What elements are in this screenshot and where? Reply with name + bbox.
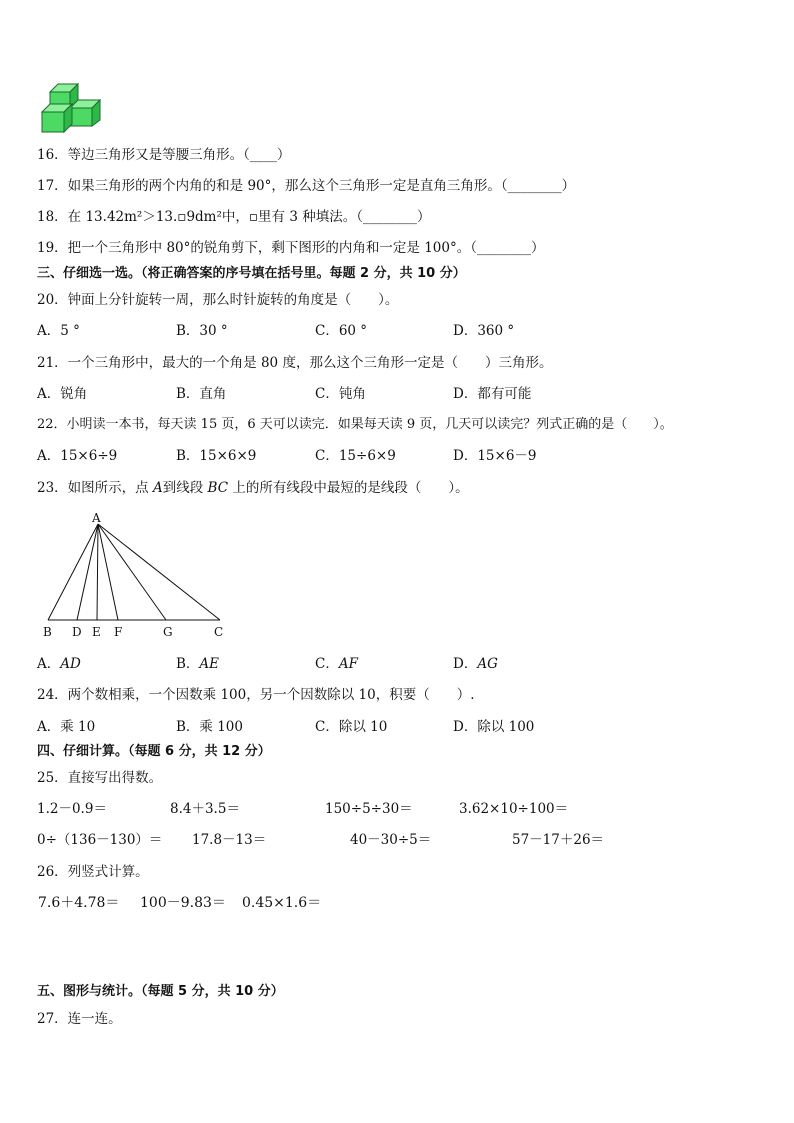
label-d: D — [72, 625, 82, 639]
q25-item-8: 57－17＋26＝ — [512, 832, 605, 848]
q25-item-3: 150÷5÷30＝ — [325, 801, 413, 817]
q25-item-6: 17.8－13＝ — [192, 832, 267, 848]
q24-option-c: C．除以 10 — [315, 719, 388, 735]
q24-option-b: B．乘 100 — [176, 719, 243, 735]
cube-stack-figure — [38, 80, 104, 136]
question-24-stem: 24．两个数相乘，一个因数乘 100，另一个因数除以 10，积要（ ）. — [37, 687, 475, 703]
q25-item-4: 3.62×10÷100＝ — [459, 801, 569, 817]
cube-front — [42, 104, 72, 132]
q20-option-c: C．60 ° — [315, 323, 368, 339]
q24-option-d: D．除以 100 — [453, 719, 535, 735]
section-4-heading: 四、仔细计算。（每题 6 分，共 12 分） — [37, 744, 271, 759]
q20-option-a: A．5 ° — [37, 323, 80, 339]
label-b: B — [43, 625, 52, 639]
label-e: E — [92, 625, 101, 639]
question-25-stem: 25．直接写出得数。 — [37, 770, 163, 786]
segment-label: BC — [207, 480, 229, 496]
label-f: F — [114, 625, 123, 639]
q26-item-3: 0.45×1.6＝ — [242, 895, 322, 911]
question-17: 17．如果三角形的两个内角的和是 90°，那么这个三角形一定是直角三角形。（________） — [37, 178, 576, 194]
q21-option-d: D．都有可能 — [453, 386, 532, 402]
q21-option-a: A．锐角 — [37, 386, 88, 402]
question-21-stem: 21．一个三角形中，最大的一个角是 80 度，那么这个三角形一定是（ ）三角形。 — [37, 355, 553, 371]
q23-option-d: D．AG — [453, 656, 498, 672]
question-22-stem: 22．小明读一本书，每天读 15 页，6 天可以读完．如果每天读 9 页，几天可以读完？列式正确的是（ ）。 — [37, 417, 673, 432]
q23-option-b: B．AE — [176, 656, 220, 672]
q22-option-a: A．15×6÷9 — [37, 448, 118, 464]
q26-item-2: 100－9.83＝ — [140, 895, 226, 911]
q24-option-a: A．乘 10 — [37, 719, 96, 735]
question-27-stem: 27．连一连。 — [37, 1011, 122, 1027]
q25-item-7: 40－30÷5＝ — [350, 832, 432, 848]
point-label: A — [152, 480, 163, 496]
question-18: 18．在 13.42m²＞13.▫9dm²中，▫里有 3 种填法。（________） — [37, 209, 431, 225]
q25-item-5: 0÷（136－130）＝ — [37, 832, 163, 848]
label-c: C — [214, 625, 224, 639]
q23-option-c: C．AF — [315, 656, 358, 672]
q20-option-b: B．30 ° — [176, 323, 228, 339]
question-19: 19．把一个三角形中 80°的锐角剪下，剩下图形的内角和一定是 100°。（________） — [37, 240, 545, 256]
q22-option-b: B．15×6×9 — [176, 448, 257, 464]
label-g: G — [163, 625, 173, 639]
section-5-heading: 五、图形与统计。（每题 5 分，共 10 分） — [37, 984, 284, 999]
q22-option-d: D．15×6－9 — [453, 448, 537, 464]
q21-option-c: C．钝角 — [315, 386, 366, 402]
q22-option-c: C．15÷6×9 — [315, 448, 396, 464]
q20-option-d: D．360 ° — [453, 323, 515, 339]
q21-option-b: B．直角 — [176, 386, 227, 402]
q23-option-a: A．AD — [37, 656, 81, 672]
label-a: A — [92, 511, 101, 525]
question-20-stem: 20．钟面上分针旋转一周，那么时针旋转的角度是（ ）。 — [37, 292, 399, 308]
question-26-stem: 26．列竖式计算。 — [37, 864, 149, 880]
question-23-stem: 23．如图所示，点 A到线段 BC 上的所有线段中最短的是线段（ ）。 — [37, 480, 469, 496]
cube-right — [70, 100, 100, 126]
q26-item-1: 7.6＋4.78＝ — [38, 895, 120, 911]
q25-item-2: 8.4＋3.5＝ — [170, 801, 240, 817]
triangle-figure — [36, 508, 236, 643]
q25-item-1: 1.2－0.9＝ — [37, 801, 107, 817]
section-3-heading: 三、仔细选一选。（将正确答案的序号填在括号里。每题 2 分，共 10 分） — [37, 266, 466, 281]
question-16: 16．等边三角形又是等腰三角形。（____） — [37, 147, 291, 163]
